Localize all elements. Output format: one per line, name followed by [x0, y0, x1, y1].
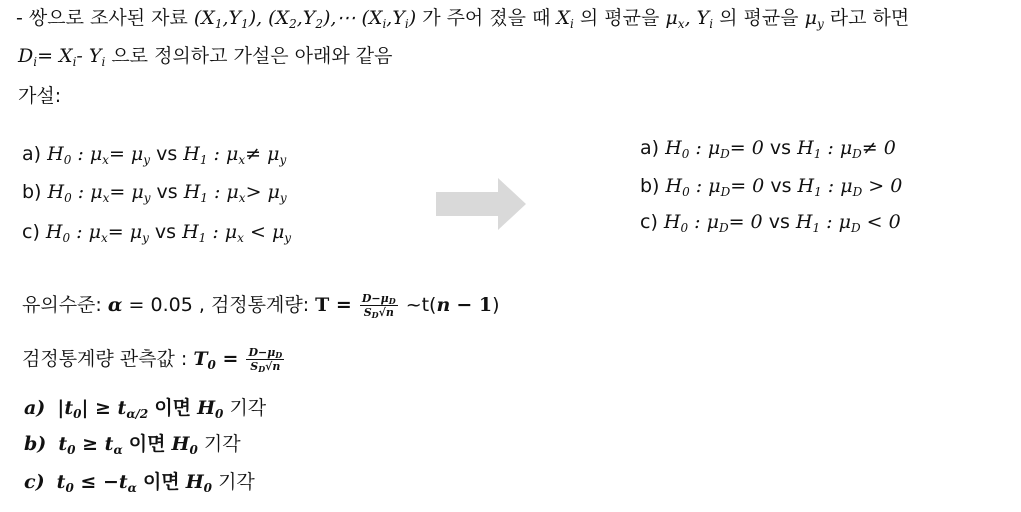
t0-symbol: $T_0$ = — [193, 348, 239, 372]
pair-notation: $(X_1,Y_1)$, $(X_2,Y_2),\cdots$ $(X_i,Y_i)$ — [193, 7, 417, 31]
right-hypothesis-b: b) $H_0$ : $\mu_D= 0$ vs $H_1$ : $\mu_D > 0$ — [640, 175, 903, 199]
left-hypothesis-b: b) $H_0$ : $\mu_x= \mu_y$ vs $H_1$ : $\mu_x> \mu_y$ — [22, 181, 287, 205]
left-hypothesis-a: a) $H_0$ : $\mu_x= \mu_y$ vs $H_1$ : $\mu_x\ne \mu_y$ — [22, 143, 287, 167]
intro-line2-suffix: 으로 정의하고 가설은 아래와 같음 — [111, 45, 393, 67]
right-hypothesis-c: c) $H_0$ : $\mu_D= 0$ vs $H_1$ : $\mu_D < 0$ — [640, 211, 901, 235]
test-stat-label: 검정통계량: — [210, 294, 310, 316]
hyp-label: b) — [640, 175, 660, 197]
rejection-rule-a: a) $|t_0| \ge t_{\alpha/2}$ 이면 $H_0$ 기각 — [24, 397, 267, 421]
intro-prefix: - 쌍으로 조사된 자료 — [16, 7, 188, 29]
intro-mean-y: 의 평균을 — [719, 7, 799, 29]
t-distribution: ~t(n − 1) — [405, 294, 500, 316]
test-stat-fraction: $\frac{D-\mu_D}{S_D√n}$ — [361, 292, 396, 320]
mu-x-symbol: $\mu_x$, $Y_i$ — [665, 7, 714, 31]
hyp-label: b) — [22, 181, 42, 203]
significance-label: 유의수준: — [22, 294, 102, 316]
hyp-label: a) — [640, 137, 660, 159]
observed-line — [22, 344, 286, 374]
intro-suffix: 라고 하면 — [829, 7, 910, 29]
observed-label: 검정통계량 관측값 : — [22, 348, 188, 370]
di-definition: $D_i= X_i-$ $Y_i$ — [18, 45, 106, 69]
right-arrow-icon — [436, 178, 526, 230]
observed-fraction: $\frac{D-\mu_D}{S_D√n}$ — [248, 346, 283, 374]
intro-line-2 — [18, 44, 392, 68]
hyp-label: c) — [640, 211, 658, 233]
right-hypothesis-a: a) $H_0$ : $\mu_D= 0$ vs $H_1$ : $\mu_D\ne 0$ — [640, 137, 896, 161]
rejection-rule-c: c) $t_0 \le -t_\alpha$ 이면 $H_0$ 기각 — [24, 471, 255, 495]
xi-symbol: $X_i$ — [556, 7, 574, 31]
alpha-symbol: α — [107, 294, 123, 316]
intro-mid: 가 주어 졌을 때 — [422, 7, 551, 29]
left-hypothesis-c: c) $H_0$ : $\mu_x= \mu_y$ vs $H_1$ : $\mu_x < \mu_y$ — [22, 221, 292, 245]
rejection-rule-b: b) $t_0 \ge t_\alpha$ 이면 $H_0$ 기각 — [24, 433, 241, 457]
mu-y-symbol: $\mu_y$ — [804, 7, 824, 31]
significance-line — [22, 290, 500, 320]
t-symbol: T = — [315, 294, 352, 316]
hyp-label: a) — [22, 143, 42, 165]
intro-mean-x: 의 평균을 — [579, 7, 660, 29]
alpha-value: = 0.05 , — [128, 294, 205, 316]
hypothesis-label: 가설: — [18, 85, 62, 107]
intro-line-1 — [16, 6, 909, 30]
hyp-label: c) — [22, 221, 40, 243]
